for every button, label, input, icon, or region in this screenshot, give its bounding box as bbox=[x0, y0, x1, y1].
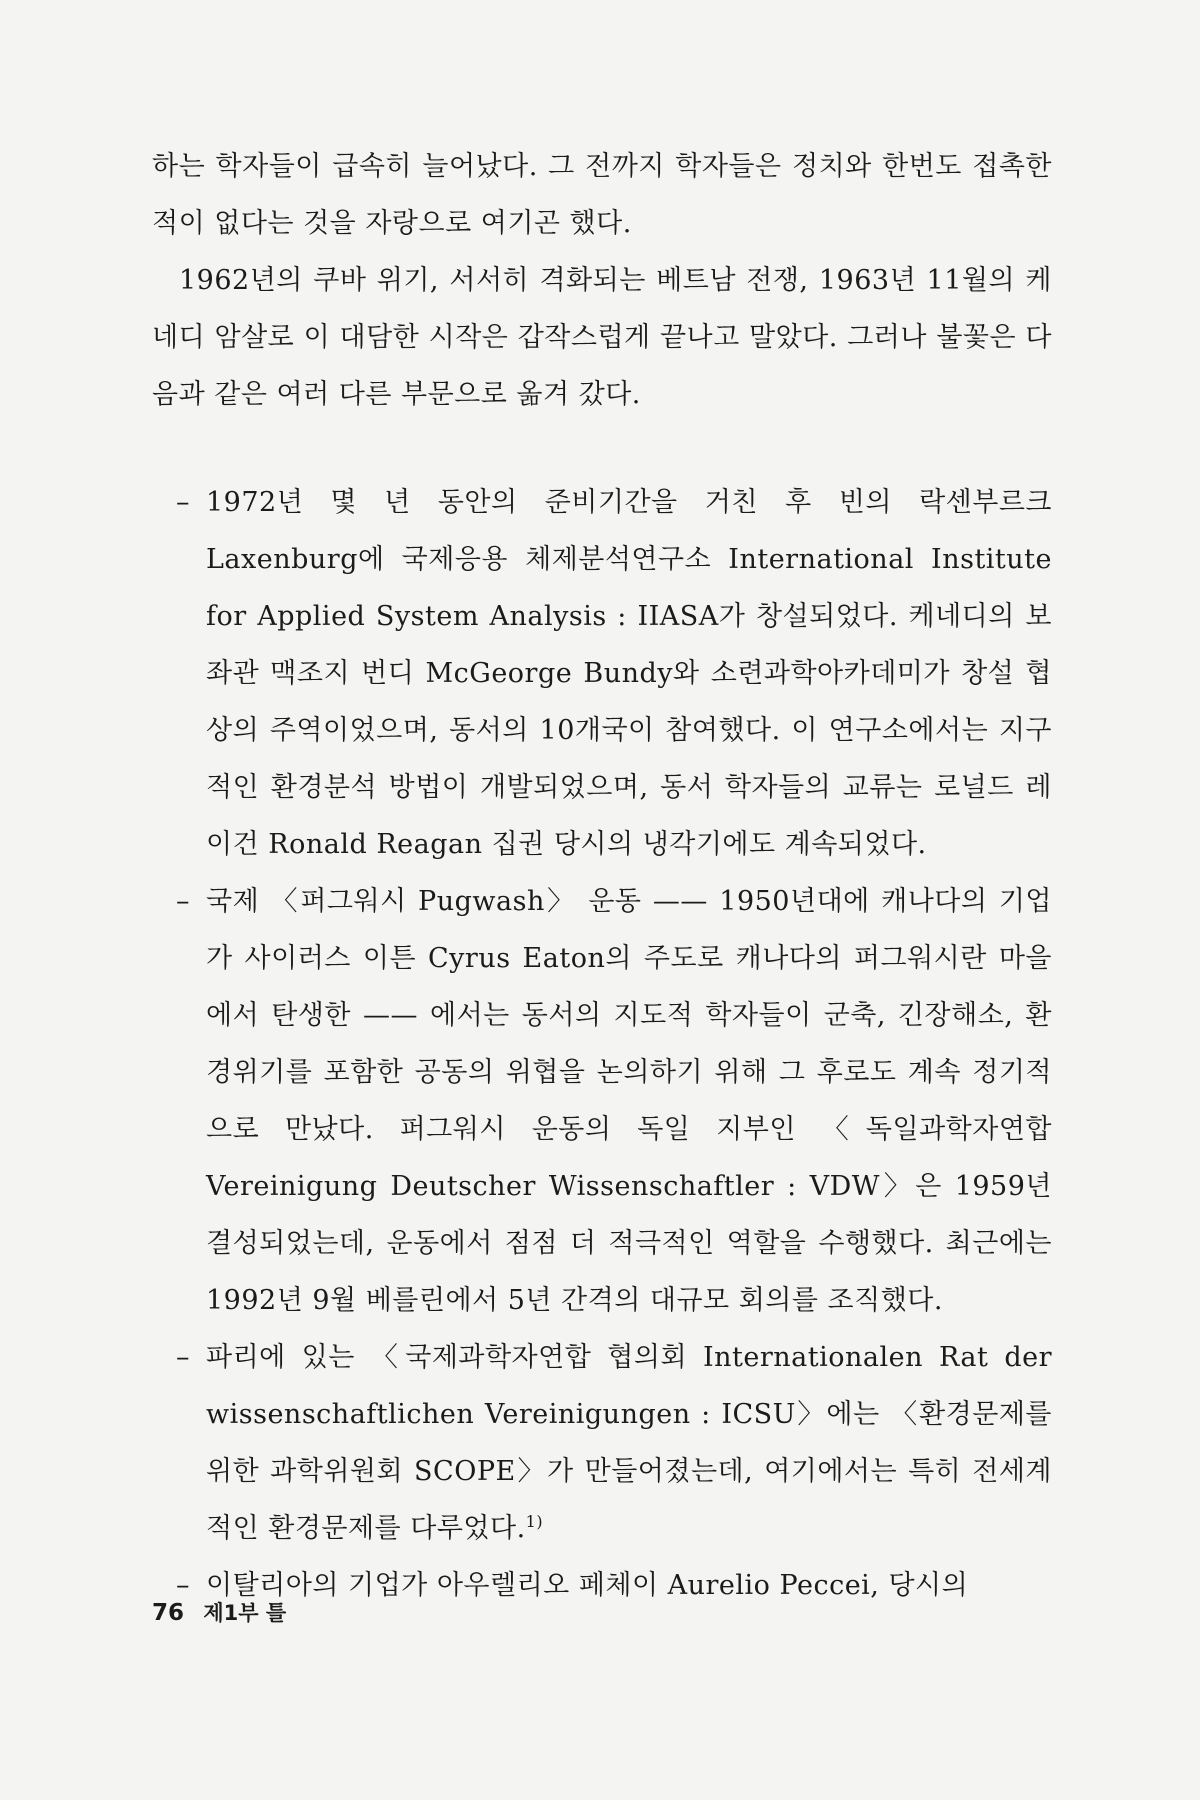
list-item bbox=[152, 1557, 1052, 1614]
running-head: 제1부 틀 bbox=[203, 1601, 287, 1625]
dash-marker: – bbox=[176, 487, 190, 518]
list-item-text: 파리에 있는 〈국제과학자연합 협의회 Internationalen Rat der wissenschaftlichen Vereinigungen : ICSU〉에는 〈환경문제를 위한 과학위원회 SCOPE〉가 만들어졌는데, 여기에서는 특히 전세계적인 환경문제를 다루었다. bbox=[206, 1342, 1052, 1544]
body-text bbox=[152, 138, 1052, 1614]
dash-marker: – bbox=[176, 1342, 190, 1373]
list-item-text: 1972년 몇 년 동안의 준비기간을 거친 후 빈의 락센부르크 Laxenburg에 국제응용 체제분석연구소 International Institute for Applied System Analysis : IIASA가 창설되었다. 케네디의 보좌관 맥조지 번디 McGeorge Bundy와 소련과학아카데미가 창설 협상의 주역이었으며, 동서의 10개국이 참여했다. 이 연구소에서는 지구적인 환경분석 방법이 개발되었으며, 동서 학자들의 교류는 로널드 레이건 Ronald Reagan 집권 당시의 냉각기에도 계속되었다. bbox=[206, 487, 1052, 860]
list-item-text: 국제 〈퍼그워시 Pugwash〉 운동 —— 1950년대에 캐나다의 기업가 사이러스 이튼 Cyrus Eaton의 주도로 캐나다의 퍼그워시란 마을에서 탄생한 —— 에서는 동서의 지도적 학자들이 군축, 긴장해소, 환경위기를 포함한 공동의 위협을 논의하기 위해 그 후로도 계속 정기적으로 만났다. 퍼그워시 운동의 독일 지부인 〈독일과학자연합 Vereinigung Deutscher Wissenschaftler : VDW〉은 1959년 결성되었는데, 운동에서 점점 더 적극적인 역할을 수행했다. 최근에는 1992년 9월 베를린에서 5년 간격의 대규모 회의를 조직했다. bbox=[206, 886, 1052, 1316]
section-gap bbox=[152, 423, 1052, 474]
footnote-marker: 1) bbox=[525, 1512, 544, 1531]
dash-marker: – bbox=[176, 886, 190, 917]
list-item bbox=[152, 1329, 1052, 1557]
list-item bbox=[152, 873, 1052, 1329]
list-item bbox=[152, 474, 1052, 873]
paragraph: 1962년의 쿠바 위기, 서서히 격화되는 베트남 전쟁, 1963년 11월의 케네디 암살로 이 대담한 시작은 갑작스럽게 끝나고 말았다. 그러나 불꽃은 다음과 같은 여러 다른 부문으로 옮겨 갔다. bbox=[152, 265, 1052, 410]
page-footer bbox=[152, 1597, 286, 1627]
list-item-text: 이탈리아의 기업가 아우렐리오 페체이 Aurelio Peccei, 당시의 bbox=[206, 1570, 969, 1601]
page-number: 76 bbox=[152, 1600, 185, 1626]
dash-list bbox=[152, 474, 1052, 1614]
dash-marker: – bbox=[176, 1570, 190, 1601]
paragraph: 하는 학자들이 급속히 늘어났다. 그 전까지 학자들은 정치와 한번도 접촉한 적이 없다는 것을 자랑으로 여기곤 했다. bbox=[152, 151, 1052, 239]
